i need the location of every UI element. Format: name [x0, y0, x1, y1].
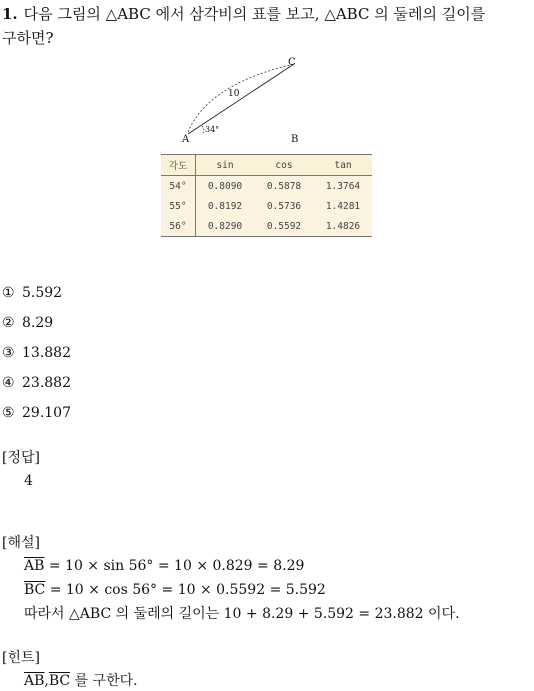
- choice-text: 29.107: [22, 405, 71, 421]
- table-header-row: [161, 155, 372, 176]
- choice-text: 23.882: [22, 375, 71, 391]
- choice-text: 5.592: [22, 285, 63, 301]
- cell-sin: 0.8192: [196, 196, 255, 216]
- segment-bc: $\overline{BC}$: [48, 673, 71, 689]
- choice-3[interactable]: [2, 343, 71, 363]
- answer-value: 4: [24, 473, 33, 489]
- angle-label: 34°: [205, 125, 220, 134]
- table-row: [161, 216, 372, 237]
- cell-angle: 54°: [161, 176, 196, 197]
- header-tan: tan: [314, 155, 372, 176]
- hint-label: [힌트]: [2, 650, 40, 666]
- question: [2, 2, 532, 50]
- choice-text: 8.29: [22, 315, 54, 331]
- solution-ab-calc: = 10 × sin 56° = 10 × 0.829 = 8.29: [44, 558, 305, 574]
- choice-mark: ④: [2, 375, 15, 391]
- angle-arc: [202, 126, 204, 134]
- segment-bc: $\overline{BC}$: [24, 582, 46, 598]
- vertex-c-label: C: [288, 57, 296, 68]
- solution-line-bc: [24, 580, 326, 600]
- choice-1[interactable]: [2, 283, 62, 303]
- cell-tan: 1.4281: [314, 196, 372, 216]
- cell-sin: 0.8290: [196, 216, 255, 237]
- answer-label: [정답]: [2, 450, 40, 466]
- choice-text: 13.882: [22, 345, 71, 361]
- vertex-b-label: B: [291, 134, 299, 145]
- cell-angle: 55°: [161, 196, 196, 216]
- cell-sin: 0.8090: [196, 176, 255, 197]
- hint-text: 를 구한다.: [70, 673, 138, 689]
- header-angle: 각도: [161, 155, 196, 176]
- segment-ab: $\overline{AB}$: [24, 558, 45, 574]
- hint-separator: ,: [44, 673, 49, 689]
- side-length-label: 10: [228, 89, 240, 99]
- hint-line: [24, 671, 138, 691]
- triangle-figure: [178, 54, 308, 146]
- table-row: [161, 176, 372, 197]
- cell-cos: 0.5878: [254, 176, 314, 197]
- choice-mark: ⑤: [2, 405, 15, 421]
- choice-mark: ①: [2, 285, 15, 301]
- solution-label: [해설]: [2, 535, 40, 551]
- cell-tan: 1.3764: [314, 176, 372, 197]
- choice-mark: ③: [2, 345, 15, 361]
- choice-mark: ②: [2, 315, 15, 331]
- header-cos: cos: [254, 155, 314, 176]
- trig-table: [161, 154, 372, 237]
- cell-cos: 0.5592: [254, 216, 314, 237]
- solution-line-ab: [24, 556, 304, 576]
- question-text-1: 다음 그림의 △ABC 에서 삼각비의 표를 보고, △ABC 의 둘레의 길이를: [23, 5, 486, 23]
- side-ac: [188, 64, 294, 134]
- choice-5[interactable]: [2, 403, 71, 423]
- cell-angle: 56°: [161, 216, 196, 237]
- solution-bc-calc: = 10 × cos 56° = 10 × 0.5592 = 5.592: [45, 582, 326, 598]
- choice-2[interactable]: [2, 313, 53, 333]
- header-sin: sin: [196, 155, 255, 176]
- cell-tan: 1.4826: [314, 216, 372, 237]
- solution-conclusion: 따라서 △ABC 의 둘레의 길이는 10 + 8.29 + 5.592 = 23.882 이다.: [24, 606, 460, 622]
- segment-ab: $\overline{AB}$: [24, 673, 45, 689]
- table-row: [161, 196, 372, 216]
- choice-4[interactable]: [2, 373, 71, 393]
- question-text-2: 구하면?: [2, 29, 54, 47]
- question-number: 1.: [2, 5, 18, 23]
- cell-cos: 0.5736: [254, 196, 314, 216]
- question-line-1: [2, 2, 532, 26]
- vertex-a-label: A: [182, 134, 190, 145]
